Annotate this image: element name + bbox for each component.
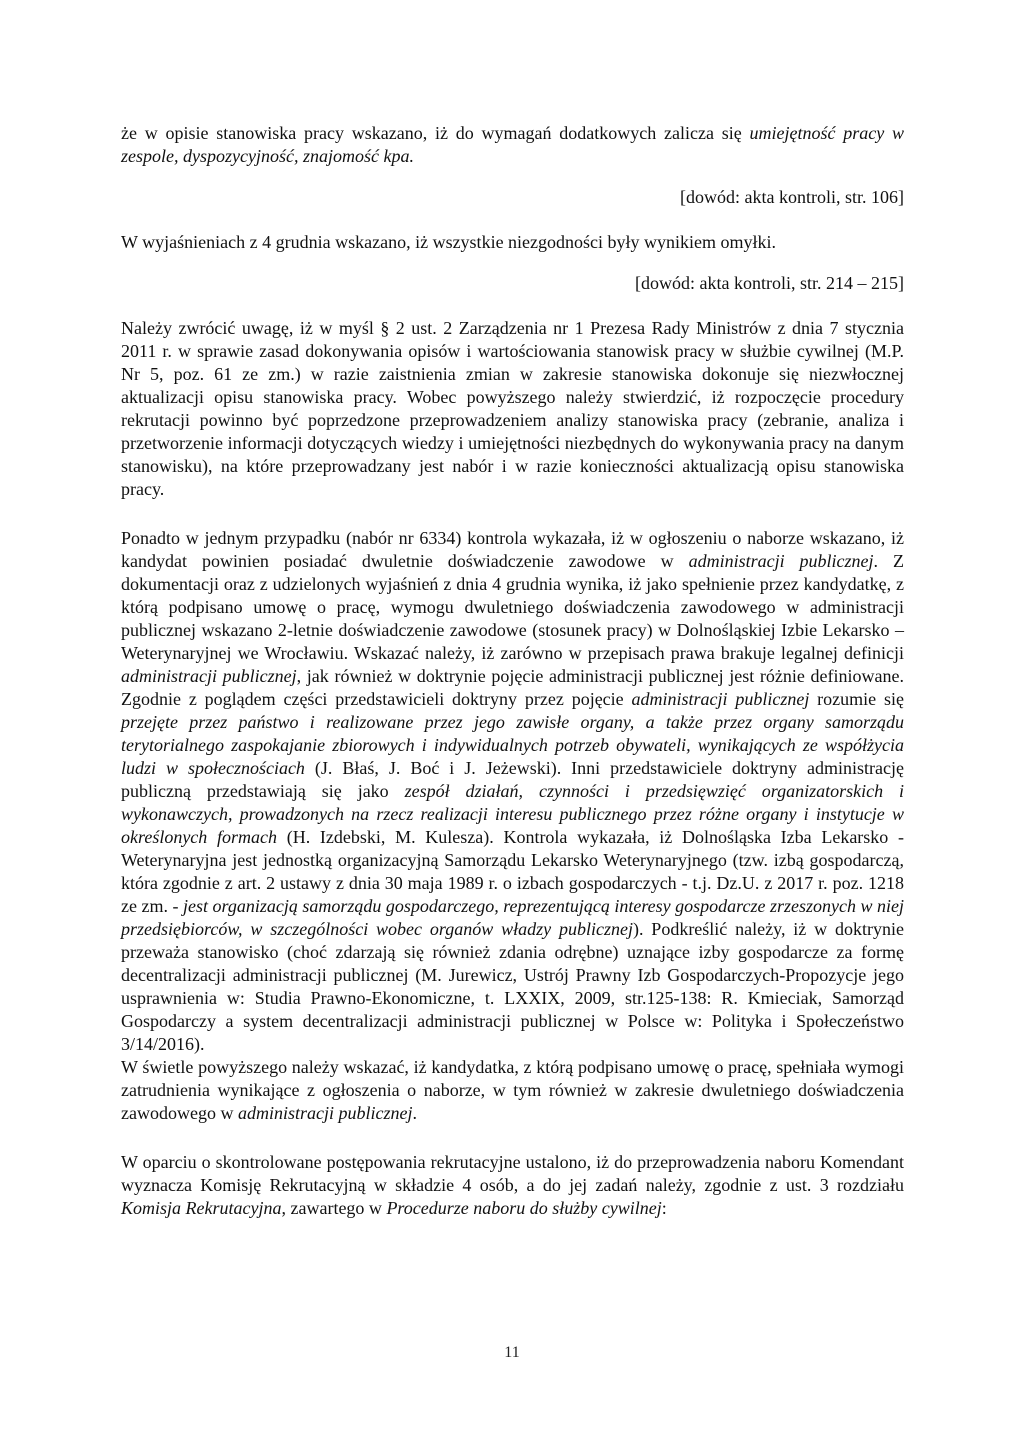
- text-run: .: [412, 1103, 417, 1123]
- text-run: (H. Izdebski, M. Kulesza). Kontrola wykazała, iż Dolnośląska Izba Lekarsko - Weterynaryjna jest jednostką organizacyjną Samorządu Lekarsko Weterynaryjnego (tzw. izbą gospodarczą, która zgodnie z art. 2 ustawy z dnia 30 maja 1989 r. o izbach gospodarczych - t.j. Dz.U. z 2017 r. poz. 1218 ze zm. -: [121, 827, 904, 916]
- italic-text-run: jest organizacją samorządu gospodarczego, reprezentującą interesy gospodarcze zrzeszonych w niej przedsiębiorców, w szczególności wobec organów władzy publicznej: [121, 896, 905, 939]
- italic-text-run: administracji publicznej: [688, 551, 874, 571]
- text-run: rozumie się: [809, 689, 904, 709]
- document-page: [121, 122, 904, 1220]
- text-run: W oparciu o skontrolowane postępowania rekrutacyjne ustalono, iż do przeprowadzenia naboru Komendant wyznacza Komisję Rekrutacyjną w składzie 4 osób, a do jej zadań należy, zgodnie z ust. 3 rozdziału: [121, 1152, 904, 1195]
- evidence-reference-214-215: [dowód: akta kontroli, str. 214 – 215]: [635, 273, 904, 293]
- paragraph-recruitment-committee: [121, 1151, 904, 1220]
- text-run: Ponadto w jednym przypadku (nabór nr 6334) kontrola wykazała, iż w ogłoszeniu o naborze wskazano, iż kandydat powinien posiadać dwuletnie doświadczenie zawodowe w: [121, 528, 904, 571]
- text-run: ). Podkreślić należy, iż w doktrynie przeważa stanowisko (choć zdarzają się również zdania odrębne) uznające izby gospodarcze za formę decentralizacji administracji publicznej (M. Jurewicz, Ustrój Prawny Izb Gospodarczych-Propozycje jego usprawnienia w: Studia Prawno-Ekonomiczne, t. LXXIX, 2009, str.125-138: R. Kmieciak, Samorząd Gospodarczy a system decentralizacji administracji publicznej w Polsce w: Polityka i Społeczeństwo 3/14/2016).: [121, 919, 904, 1054]
- text-run: , jak również w doktrynie pojęcie administracji publicznej jest różnie definiowane. Zgodnie z poglądem części przedstawicieli doktryny przez pojęcie: [121, 666, 904, 709]
- text-run: , zawartego w: [281, 1198, 387, 1218]
- paragraph-explanations: W wyjaśnieniach z 4 grudnia wskazano, iż wszystkie niezgodności były wynikiem omyłki.: [121, 232, 777, 252]
- evidence-reference-106: [dowód: akta kontroli, str. 106]: [680, 187, 904, 207]
- page-number: 11: [504, 1344, 520, 1361]
- paragraph-conclusion: [121, 1056, 904, 1125]
- text-run: . Z dokumentacji oraz z udzielonych wyjaśnień z dnia 4 grudnia wynika, iż jako spełnienie przez kandydatkę, z którą podpisano umowę o pracę, wymogu dwuletniego doświadczenia zawodowego w administracji publicznej wskazano 2-letnie doświadczenie zawodowe (stosunek pracy) w Dolnośląskiej Izbie Lekarsko – Weterynaryjnej we Wrocławiu. Wskazać należy, iż zarówno w przepisach prawa brakuje legalnej definicji: [121, 551, 904, 663]
- italic-text-run: administracji publicznej: [631, 689, 810, 709]
- paragraph-recruitment-6334: [121, 527, 904, 1056]
- italic-text-run: Komisja Rekrutacyjna: [121, 1198, 282, 1218]
- text-run: że w opisie stanowiska pracy wskazano, iż do wymagań dodatkowych zalicza się: [121, 123, 750, 143]
- paragraph-job-description-requirements: [121, 122, 904, 168]
- text-run: Należy zwrócić uwagę, iż w myśl § 2 ust. 2 Zarządzenia nr 1 Prezesa Rady Ministrów z dnia 7 stycznia 2011 r. w sprawie zasad dokonywania opisów i wartościowania stanowisk pracy w służbie cywilnej (M.P. Nr 5, poz. 61 ze zm.) w razie zaistnienia zmian w zakresie stanowiska dokonuje się niezwłocznej aktualizacji opisu stanowiska pracy. Wobec powyższego należy stwierdzić, iż rozpoczęcie procedury rekrutacji powinno być poprzedzone przeprowadzeniem analizy stanowiska pracy (zebranie, analiza i przetworzenie informacji dotyczących wiedzy i umiejętności niezbędnych do wykonywania pracy na danym stanowisku), na które przeprowadzany jest nabór i w razie konieczności aktualizacją opisu stanowiska pracy.: [121, 318, 904, 499]
- text-run: (J. Błaś, J. Boć i J. Jeżewski). Inni przedstawiciele doktryny administrację publiczną przedstawiają się jako: [121, 758, 904, 801]
- italic-text-run: administracji publicznej: [237, 1103, 413, 1123]
- text-run: W świetle powyższego należy wskazać, iż kandydatka, z którą podpisano umowę o pracę, spełniała wymogi zatrudnienia wynikające z ogłoszenia o naborze, w tym również w zakresie dwuletniego doświadczenia zawodowego w: [121, 1057, 904, 1123]
- italic-text-run: umiejętność pracy w zespole, dyspozycyjność, znajomość kpa.: [121, 123, 904, 166]
- italic-text-run: zespół działań, czynności i przedsięwzięć organizatorskich i wykonawczych, prowadzonych na rzecz realizacji interesu publicznego przez różne organy i instytucje w określonych formach: [121, 781, 904, 847]
- italic-text-run: administracji publicznej: [121, 666, 297, 686]
- text-run: :: [661, 1198, 667, 1218]
- italic-text-run: Procedurze naboru do służby cywilnej: [386, 1198, 662, 1218]
- italic-text-run: przejęte przez państwo i realizowane przez jego zawisłe organy, a także przez organy samorządu terytorialnego zaspokajanie zbiorowych i indywidualnych potrzeb obywateli, wynikających ze współżycia ludzi w społecznościach: [121, 712, 904, 778]
- paragraph-regulation-note: [121, 317, 904, 501]
